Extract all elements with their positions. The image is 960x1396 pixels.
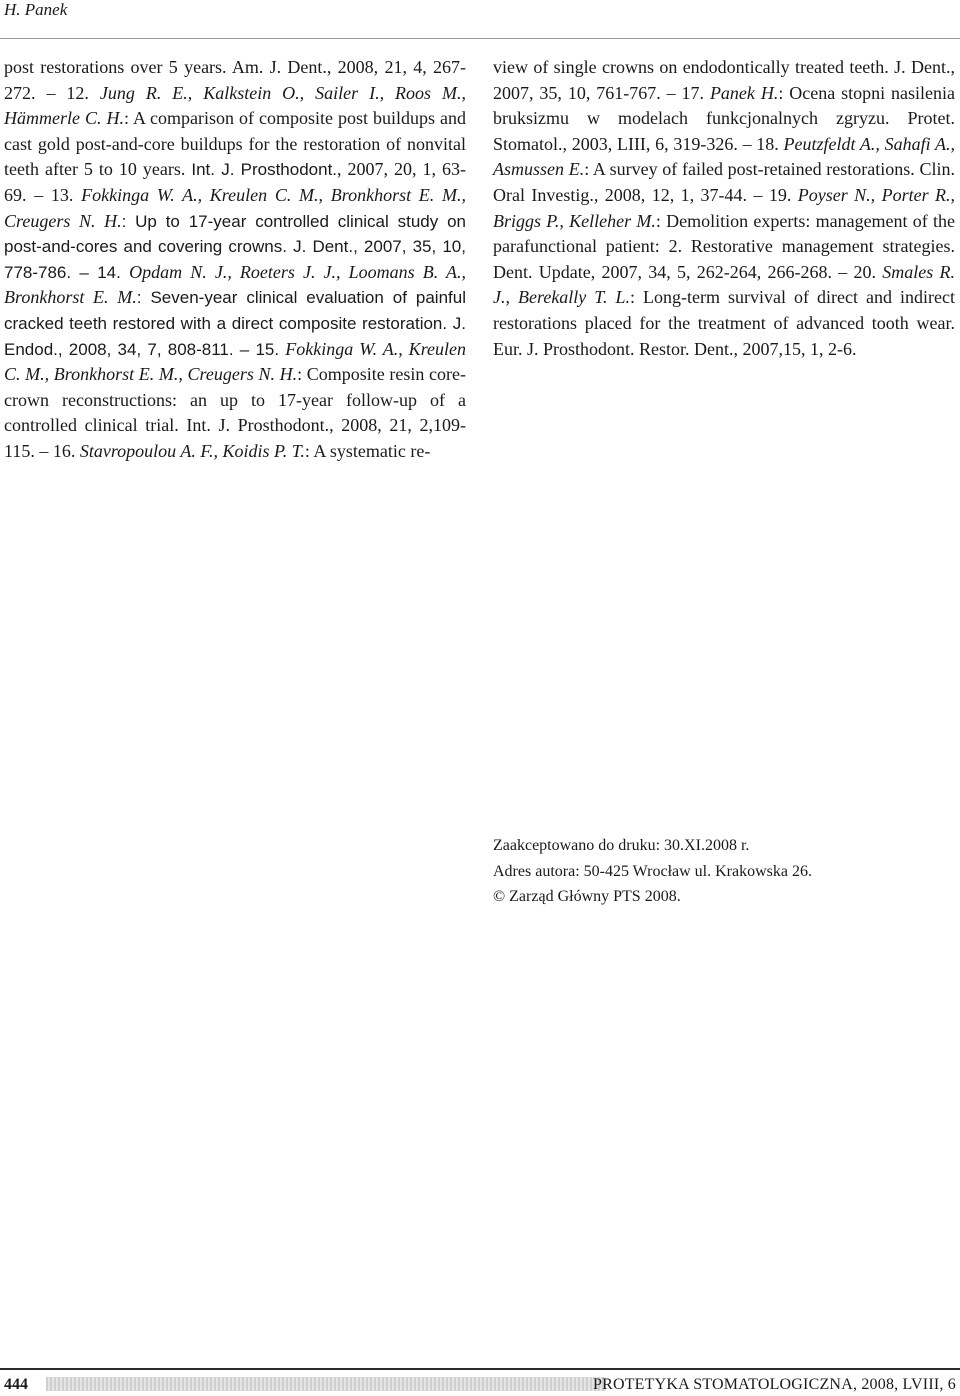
ref-text: : Up to 17-year controlled clinical study on post-and-cores and covering crowns.: [4, 211, 466, 257]
journal-footer: PROTETYKA STOMATOLOGICZNA, 2008, LVIII, 6: [592, 1376, 956, 1393]
copyright-note: © Zarząd Główny PTS 2008.: [493, 888, 681, 905]
ref-text: , 2008, 34, 7, 808-811. – 15.: [57, 339, 286, 359]
ref-text: : A survey of failed post-retained restorations.: [584, 159, 920, 180]
ref-text: : A systematic re-: [304, 440, 431, 461]
ref-text: view of single crowns on endodontically treated teeth.: [493, 57, 895, 77]
acceptance-note: Zaakceptowano do druku: 30.XI.2008 r.: [493, 837, 750, 854]
ref-journal: Int. J. Prosthodont.: [186, 415, 330, 436]
ref-text: : A comparison of composite post buildups and cast gold post-and-core buildups for the restoration of nonvital teeth after 5 to 10 years.: [4, 108, 466, 180]
ref-text: , 2008, 21, 2,109-115. – 16.: [4, 415, 466, 461]
ref-text: , 2008, 12, 1, 37-44. – 19.: [593, 184, 798, 205]
ref-text: , 2007, 35, 10, 761-767. – 17.: [493, 57, 955, 103]
ref-authors: Panek H.: [709, 82, 779, 103]
ref-journal: Protet. Stomatol.: [493, 108, 955, 154]
ref-journal: Eur. J. Prosthodont. Restor. Dent.: [493, 338, 734, 359]
ref-authors: Stavropoulou A. F., Koidis P. T.: [79, 440, 305, 461]
ref-journal: Clin. Oral Investig.: [493, 159, 955, 205]
ref-text: , 2007, 20, 1, 63-69. – 13.: [4, 159, 466, 205]
running-head: H. Panek: [4, 0, 68, 19]
footer-shade-bar: [46, 1377, 606, 1391]
ref-authors: Smales R. J., Berekally T. L.: [493, 261, 955, 308]
ref-authors: Fokkinga W. A., Kreulen C. M., Bronkhorst E. M., Creugers N. H.: [4, 184, 467, 231]
ref-authors: Peutzfeldt A., Sahafi A., Asmussen E.: [493, 133, 955, 180]
ref-text: : Seven-year clinical evaluation of painful cracked teeth restored with a direct composite restoration.: [4, 288, 466, 333]
header-divider: [0, 38, 960, 39]
page-number: 444: [4, 1376, 28, 1393]
footer-divider: [0, 1368, 960, 1370]
references-left-column: [4, 55, 466, 465]
ref-journal: J. Dent.: [293, 237, 354, 257]
ref-text: : Long-term survival of direct and indirect restorations placed for the treatment of advanced tooth wear.: [493, 287, 955, 333]
ref-text: , 2007,15, 1, 2-6.: [733, 338, 857, 359]
ref-text: post restorations over 5 years. Am. J. Dent., 2008, 21, 4, 267-272. – 12.: [4, 57, 466, 103]
ref-text: , 2007, 34, 5, 262-264, 266-268. – 20.: [590, 261, 883, 282]
references-right-column: [493, 55, 955, 362]
ref-journal: J. Endod.: [4, 313, 466, 359]
ref-journal: J. Dent.: [894, 57, 951, 77]
ref-text: : Composite resin core-crown reconstructions: an up to 17-year follow-up of a controlled clinical trial.: [4, 364, 466, 436]
ref-authors: Jung R. E., Kalkstein O., Sailer I., Roos M., Hämmerle C. H.: [4, 82, 466, 129]
ref-authors: Poyser N., Porter R., Briggs P., Kelleher M.: [493, 184, 955, 231]
author-address: Adres autora: 50-425 Wrocław ul. Krakowska 26.: [493, 863, 812, 880]
ref-authors: Opdam N. J., Roeters J. J., Loomans B. A., Bronkhorst E. M.: [4, 261, 466, 308]
ref-text: , 2007, 35, 10, 778-786. – 14.: [4, 237, 466, 282]
ref-text: , 2003, LIII, 6, 319-326. – 18.: [562, 133, 784, 154]
ref-text: : Demolition experts: management of the parafunctional patient: 2. Restorative management strategies.: [493, 210, 956, 257]
ref-authors: Fokkinga W. A., Kreulen C. M., Bronkhorst E. M., Creugers N. H.: [4, 338, 467, 385]
ref-text: : Ocena stopni nasilenia bruksizmu w modelach funkcjonalnych zgryzu.: [493, 82, 955, 129]
ref-journal: Dent. Update: [493, 261, 591, 282]
ref-journal: Int. J. Prosthodont.: [191, 160, 338, 180]
